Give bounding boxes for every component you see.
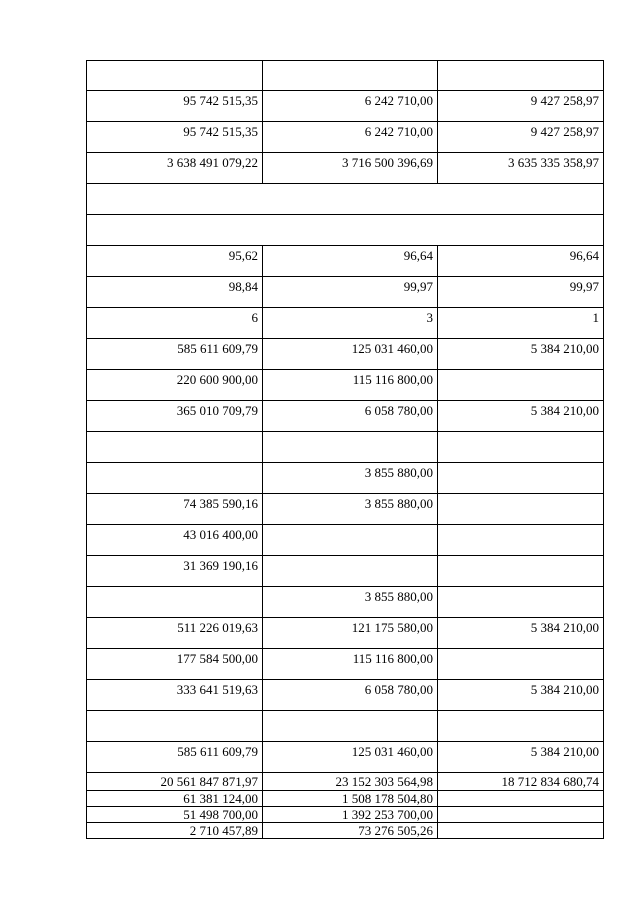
table-cell: 9 427 258,97 [437,122,604,152]
table-cell: 220 600 900,00 [86,370,262,400]
table-cell: 20 561 847 871,97 [86,773,262,790]
table-cell: 61 381 124,00 [86,791,262,806]
table-cell: 585 611 609,79 [86,339,262,369]
table-cell: 95,62 [86,246,262,276]
table-cell: 2 710 457,89 [86,823,262,838]
table-cell [437,525,604,555]
table-cell-merged [86,215,604,245]
table-row [86,618,604,649]
table-cell: 3 855 880,00 [262,494,437,524]
table-cell: 585 611 609,79 [86,742,262,772]
table-cell: 3 855 880,00 [262,463,437,493]
table-row [86,742,604,773]
table-cell [262,711,437,741]
table-row [86,823,604,839]
table-cell [437,61,604,91]
table-cell [437,807,604,822]
table-row [86,153,604,184]
table-row [86,370,604,401]
table-cell: 5 384 210,00 [437,401,604,431]
table-cell: 95 742 515,35 [86,91,262,121]
table-row [86,432,604,463]
table-row [86,60,604,91]
table-cell [86,432,262,462]
table-cell: 3 635 335 358,97 [437,153,604,183]
data-table [86,60,604,839]
table-row [86,246,604,277]
table-row [86,401,604,432]
table-cell: 5 384 210,00 [437,742,604,772]
table-cell: 98,84 [86,277,262,307]
table-row [86,91,604,122]
table-cell: 6 242 710,00 [262,91,437,121]
table-cell: 73 276 505,26 [262,823,437,838]
table-cell [437,463,604,493]
table-cell [86,61,262,91]
table-cell: 31 369 190,16 [86,556,262,586]
table-cell: 95 742 515,35 [86,122,262,152]
table-cell [437,823,604,838]
table-cell: 333 641 519,63 [86,680,262,710]
table-cell: 115 116 800,00 [262,649,437,679]
table-cell [437,711,604,741]
table-cell: 23 152 303 564,98 [262,773,437,790]
table-row [86,277,604,308]
table-cell [262,61,437,91]
table-cell: 5 384 210,00 [437,618,604,648]
table-row [86,556,604,587]
table-cell [262,432,437,462]
table-row [86,122,604,153]
table-row [86,791,604,807]
table-cell [437,791,604,806]
table-cell [437,432,604,462]
table-cell [437,494,604,524]
table-row [86,773,604,791]
table-row [86,680,604,711]
table-cell: 115 116 800,00 [262,370,437,400]
table-row [86,463,604,494]
table-cell: 74 385 590,16 [86,494,262,524]
table-row [86,308,604,339]
table-cell: 96,64 [262,246,437,276]
table-cell-merged [86,184,604,214]
table-cell: 6 058 780,00 [262,401,437,431]
table-cell [437,556,604,586]
table-cell: 365 010 709,79 [86,401,262,431]
table-cell: 6 058 780,00 [262,680,437,710]
table-cell: 5 384 210,00 [437,339,604,369]
table-cell: 5 384 210,00 [437,680,604,710]
table-cell [86,463,262,493]
table-cell: 1 508 178 504,80 [262,791,437,806]
table-cell: 511 226 019,63 [86,618,262,648]
table-row [86,711,604,742]
table-cell: 99,97 [437,277,604,307]
table-row [86,587,604,618]
table-cell: 99,97 [262,277,437,307]
table-row [86,215,604,246]
table-cell: 6 [86,308,262,338]
table-cell: 1 392 253 700,00 [262,807,437,822]
table-cell: 125 031 460,00 [262,742,437,772]
table-cell: 9 427 258,97 [437,91,604,121]
table-cell: 3 716 500 396,69 [262,153,437,183]
table-row [86,807,604,823]
table-row [86,184,604,215]
table-cell: 43 016 400,00 [86,525,262,555]
table-cell: 3 855 880,00 [262,587,437,617]
table-cell: 51 498 700,00 [86,807,262,822]
table-cell: 6 242 710,00 [262,122,437,152]
table-cell: 3 [262,308,437,338]
table-row [86,339,604,370]
table-cell: 96,64 [437,246,604,276]
table-cell [437,587,604,617]
table-cell: 18 712 834 680,74 [437,773,604,790]
table-cell: 177 584 500,00 [86,649,262,679]
table-cell [262,556,437,586]
table-cell [86,587,262,617]
table-cell [437,649,604,679]
table-row [86,649,604,680]
table-cell: 1 [437,308,604,338]
table-cell: 121 175 580,00 [262,618,437,648]
table-row [86,525,604,556]
table-cell [437,370,604,400]
table-cell [262,525,437,555]
table-row [86,494,604,525]
table-cell: 3 638 491 079,22 [86,153,262,183]
table-cell: 125 031 460,00 [262,339,437,369]
table-cell [86,711,262,741]
